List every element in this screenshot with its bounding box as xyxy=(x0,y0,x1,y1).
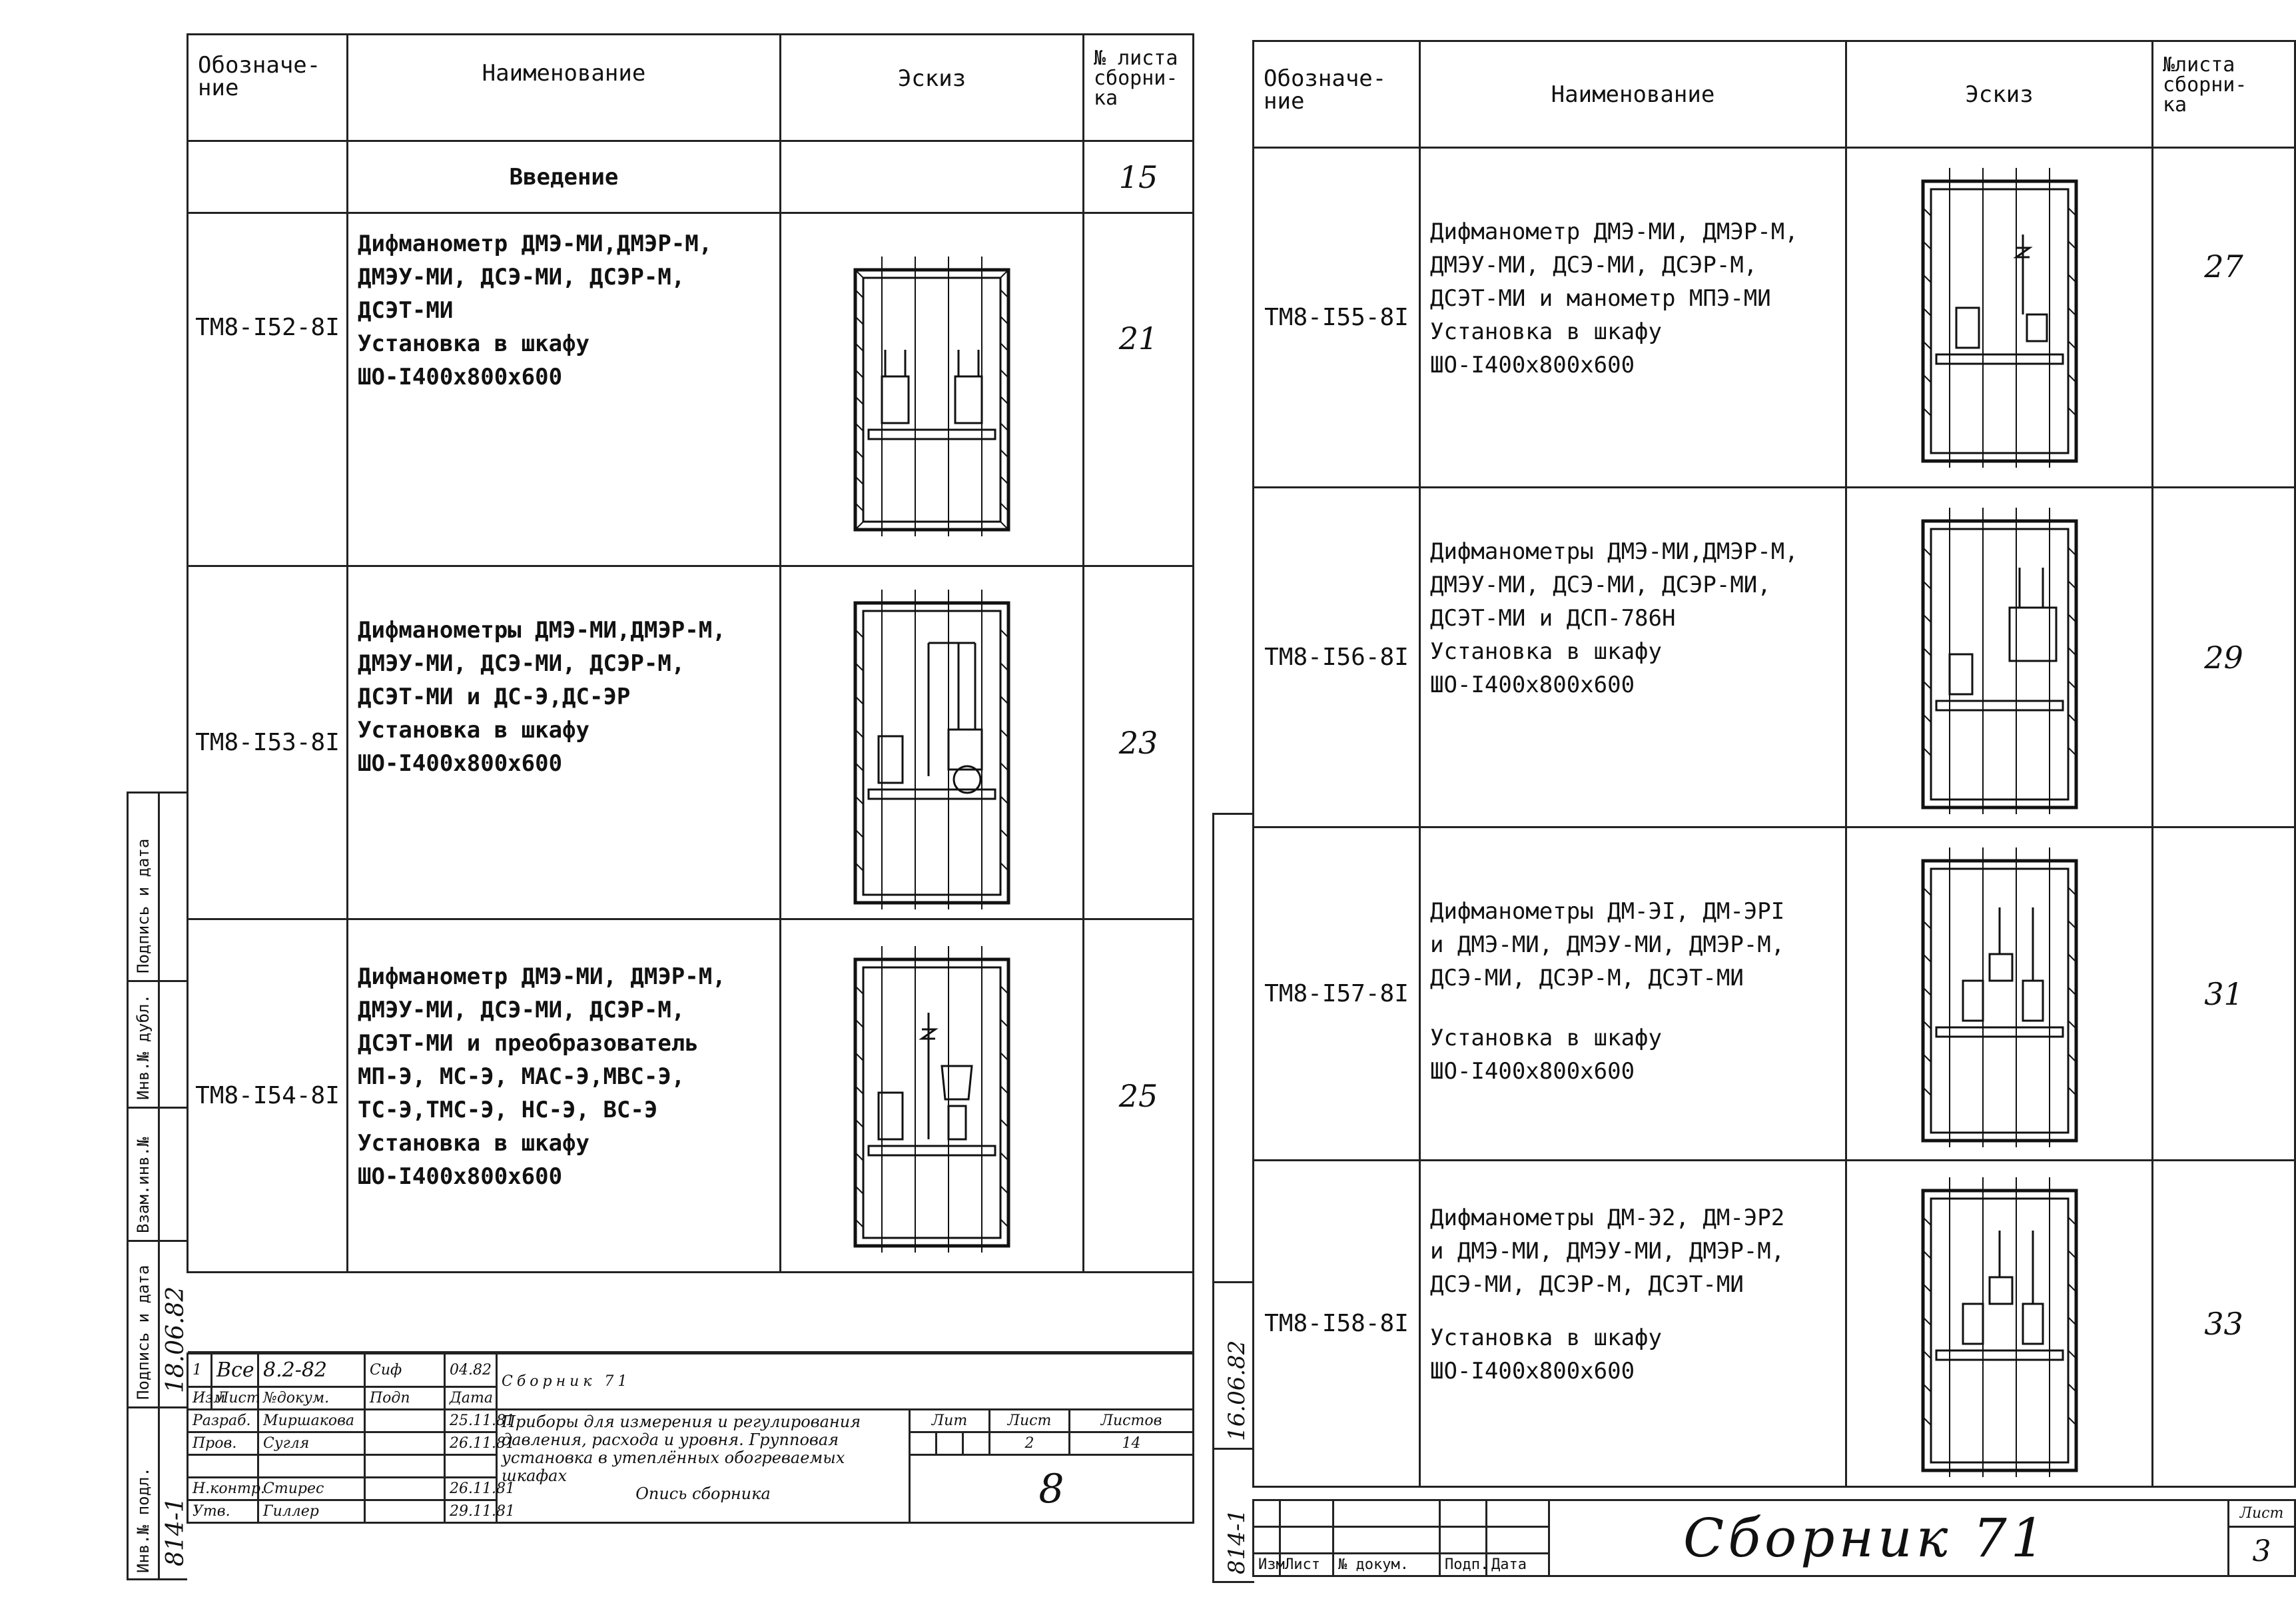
row-code: ТМ8-І54-8І xyxy=(188,919,348,1273)
designation-header: Обозначе- ние xyxy=(1254,41,1420,148)
side-label: Подпись и дата xyxy=(134,838,153,973)
row-install: Установка в шкафу ШО-І400х800х600 xyxy=(1430,318,1662,378)
person-name: Сугля xyxy=(258,1432,365,1455)
lists-label: Листов xyxy=(1070,1410,1194,1432)
change-sign: Сиф xyxy=(365,1354,445,1387)
caption-list: Лист xyxy=(212,1387,258,1410)
person-role: Утв. xyxy=(188,1500,258,1523)
row-code: ТМ8-І53-8І xyxy=(188,566,348,919)
side-date: 18.06.82 xyxy=(162,1286,189,1393)
person-name: Стирес xyxy=(258,1478,365,1500)
cabinet-sketch xyxy=(1910,501,2090,814)
right-sheet xyxy=(1212,0,2294,1601)
row-sketch xyxy=(1846,148,2153,488)
table-row xyxy=(188,213,1194,566)
list-label: Лист xyxy=(990,1410,1070,1432)
cabinet-sketch xyxy=(1910,841,2090,1147)
change-doc: 8.2-82 xyxy=(258,1354,365,1387)
row-sketch xyxy=(1846,1161,2153,1487)
caption-doc: № докум. xyxy=(1334,1554,1440,1576)
row-sketch xyxy=(781,919,1084,1273)
empty-row xyxy=(188,1273,1194,1352)
caption-list: Лист xyxy=(1280,1554,1334,1576)
side-label: Инв.№ дубл. xyxy=(134,994,153,1100)
person-date: 29.11.81 xyxy=(445,1500,497,1523)
row-install: Установка в шкафу ШО-І400х800х600 xyxy=(1430,1325,1662,1384)
change-num: 1 xyxy=(188,1354,212,1387)
row-name: Дифманометр ДМЭ-МИ, ДМЭР-М, ДМЭУ-МИ, ДСЭ-МИ, ДСЭР-М, ДСЭТ-МИ и преобразователь МП-Э, МС-Э, МАС-Э,МВС-Э, ТС-Э,ТМС-Э, НС-Э, ВС-Э xyxy=(358,963,726,1123)
right-side-strip xyxy=(1212,813,1254,1583)
table-row xyxy=(188,566,1194,919)
side-label: Инв.№ подл. xyxy=(134,1467,153,1573)
sheet-num: 8 xyxy=(910,1455,1194,1523)
row-sketch xyxy=(781,213,1084,566)
intro-label: Введение xyxy=(348,141,781,213)
left-header-row xyxy=(188,35,1194,141)
sketch-header: Эскиз xyxy=(781,35,1084,141)
lists-value: 14 xyxy=(1070,1432,1194,1455)
person-date: 26.11.81 xyxy=(445,1478,497,1500)
caption-izm: Изм xyxy=(1254,1554,1280,1576)
row-name: Дифманометр ДМЭ-МИ, ДМЭР-М, ДМЭУ-МИ, ДСЭ-МИ, ДСЭР-М, ДСЭТ-МИ и манометр МПЭ-МИ xyxy=(1430,219,1798,312)
row-code: ТМ8-І58-8І xyxy=(1254,1161,1420,1487)
row-code: ТМ8-І52-8І xyxy=(188,213,348,566)
name-header: Наименование xyxy=(348,35,781,141)
intro-page: 15 xyxy=(1084,141,1194,213)
caption-sign: Подп xyxy=(365,1387,445,1410)
table-row xyxy=(1254,827,2295,1161)
row-sketch xyxy=(1846,488,2153,827)
name-header: Наименование xyxy=(1420,41,1846,148)
caption-doc: №докум. xyxy=(258,1387,365,1410)
side-inv: 814-1 xyxy=(162,1497,189,1566)
right-title-block xyxy=(1252,1499,2296,1577)
row-code: ТМ8-І56-8І xyxy=(1254,488,1420,827)
stamp-part: Опись сборника xyxy=(635,1484,771,1503)
person-date: 25.11.81 xyxy=(445,1410,497,1432)
row-page: 29 xyxy=(2153,488,2295,827)
stamp-title: Сборник 71 xyxy=(1549,1500,2229,1576)
row-name: Дифманометры ДМ-Э2, ДМ-ЭР2 и ДМЭ-МИ, ДМЭУ-МИ, ДМЭР-М, ДСЭ-МИ, ДСЭР-М, ДСЭТ-МИ xyxy=(1430,1205,1785,1298)
row-name: Дифманометр ДМЭ-МИ,ДМЭР-М, ДМЭУ-МИ, ДСЭ-МИ, ДСЭР-М, ДСЭТ-МИ xyxy=(358,231,713,324)
row-page: 25 xyxy=(1084,919,1194,1273)
side-label: Взам.инв.№ xyxy=(134,1137,153,1233)
list-value: 2 xyxy=(990,1432,1070,1455)
side-date: 16.06.82 xyxy=(1224,1340,1250,1441)
person-role: Пров. xyxy=(188,1432,258,1455)
left-title-block xyxy=(187,1352,1194,1524)
sheet-no-header: № листа сборни- ка xyxy=(1084,35,1194,141)
row-code: ТМ8-І55-8І xyxy=(1254,148,1420,488)
table-row xyxy=(1254,1161,2295,1487)
row-page: 23 xyxy=(1084,566,1194,919)
caption-sign: Подп. xyxy=(1440,1554,1487,1576)
side-label: Подпись и дата xyxy=(134,1265,153,1400)
row-install: Установка в шкафу ШО-І400х800х600 xyxy=(358,330,589,390)
caption-izm: Изм xyxy=(188,1387,212,1410)
person-role: Н.контр. xyxy=(188,1478,258,1500)
row-install: Установка в шкафу ШО-І400х800х600 xyxy=(1430,638,1662,698)
left-contents-table xyxy=(187,33,1194,1353)
sketch-header: Эскиз xyxy=(1846,41,2153,148)
row-install: Установка в шкафу ШО-І400х800х600 xyxy=(1430,1025,1662,1085)
stamp-description: Приборы для измерения и регулирования давления, расхода и уровня. Групповая установка в утеплённых обогреваемых шкафах xyxy=(502,1412,861,1485)
left-side-strip xyxy=(127,792,187,1580)
right-header-row xyxy=(1254,41,2295,148)
row-page: 27 xyxy=(2153,148,2295,488)
row-sketch xyxy=(1846,827,2153,1161)
side-inv: 814-1 xyxy=(1224,1508,1250,1574)
list-value: 3 xyxy=(2229,1527,2295,1576)
sheet-no-header: №листа сборни- ка xyxy=(2153,41,2295,148)
row-code: ТМ8-І57-8І xyxy=(1254,827,1420,1161)
row-install: Установка в шкафу ШО-І400х800х600 xyxy=(358,717,589,777)
row-name: Дифманометры ДМЭ-МИ,ДМЭР-М, ДМЭУ-МИ, ДСЭ-МИ, ДСЭР-М, ДСЭТ-МИ и ДС-Э,ДС-ЭР xyxy=(358,617,726,710)
person-name: Гиллер xyxy=(258,1500,365,1523)
designation-header: Обозначе- ние xyxy=(188,35,348,141)
table-row xyxy=(1254,488,2295,827)
row-install: Установка в шкафу ШО-І400х800х600 xyxy=(358,1130,589,1190)
right-contents-table xyxy=(1252,40,2296,1488)
row-page: 33 xyxy=(2153,1161,2295,1487)
cabinet-sketch xyxy=(842,576,1022,909)
cabinet-sketch xyxy=(1910,161,2090,474)
cabinet-sketch xyxy=(1910,1171,2090,1477)
row-sketch xyxy=(781,566,1084,919)
caption-date: Дата xyxy=(445,1387,497,1410)
stamp-title: Сборник 71 xyxy=(497,1354,1194,1410)
table-row xyxy=(188,919,1194,1273)
caption-date: Дата xyxy=(1487,1554,1549,1576)
row-page: 21 xyxy=(1084,213,1194,566)
person-role: Разраб. xyxy=(188,1410,258,1432)
row-name: Дифманометры ДМЭ-МИ,ДМЭР-М, ДМЭУ-МИ, ДСЭ-МИ, ДСЭР-МИ, ДСЭТ-МИ и ДСП-786Н xyxy=(1430,538,1798,632)
change-date: 04.82 xyxy=(445,1354,497,1387)
person-date: 26.11.81 xyxy=(445,1432,497,1455)
cabinet-sketch xyxy=(842,243,1022,536)
cabinet-sketch xyxy=(842,939,1022,1253)
row-page: 31 xyxy=(2153,827,2295,1161)
list-label: Лист xyxy=(2229,1500,2295,1527)
change-sheet: Все xyxy=(212,1354,258,1387)
intro-row xyxy=(188,141,1194,213)
row-name: Дифманометры ДМ-ЭІ, ДМ-ЭРІ и ДМЭ-МИ, ДМЭУ-МИ, ДМЭР-М, ДСЭ-МИ, ДСЭР-М, ДСЭТ-МИ xyxy=(1430,898,1785,991)
person-name: Миршакова xyxy=(258,1410,365,1432)
lit-label: Лит xyxy=(910,1410,990,1432)
table-row xyxy=(1254,148,2295,488)
